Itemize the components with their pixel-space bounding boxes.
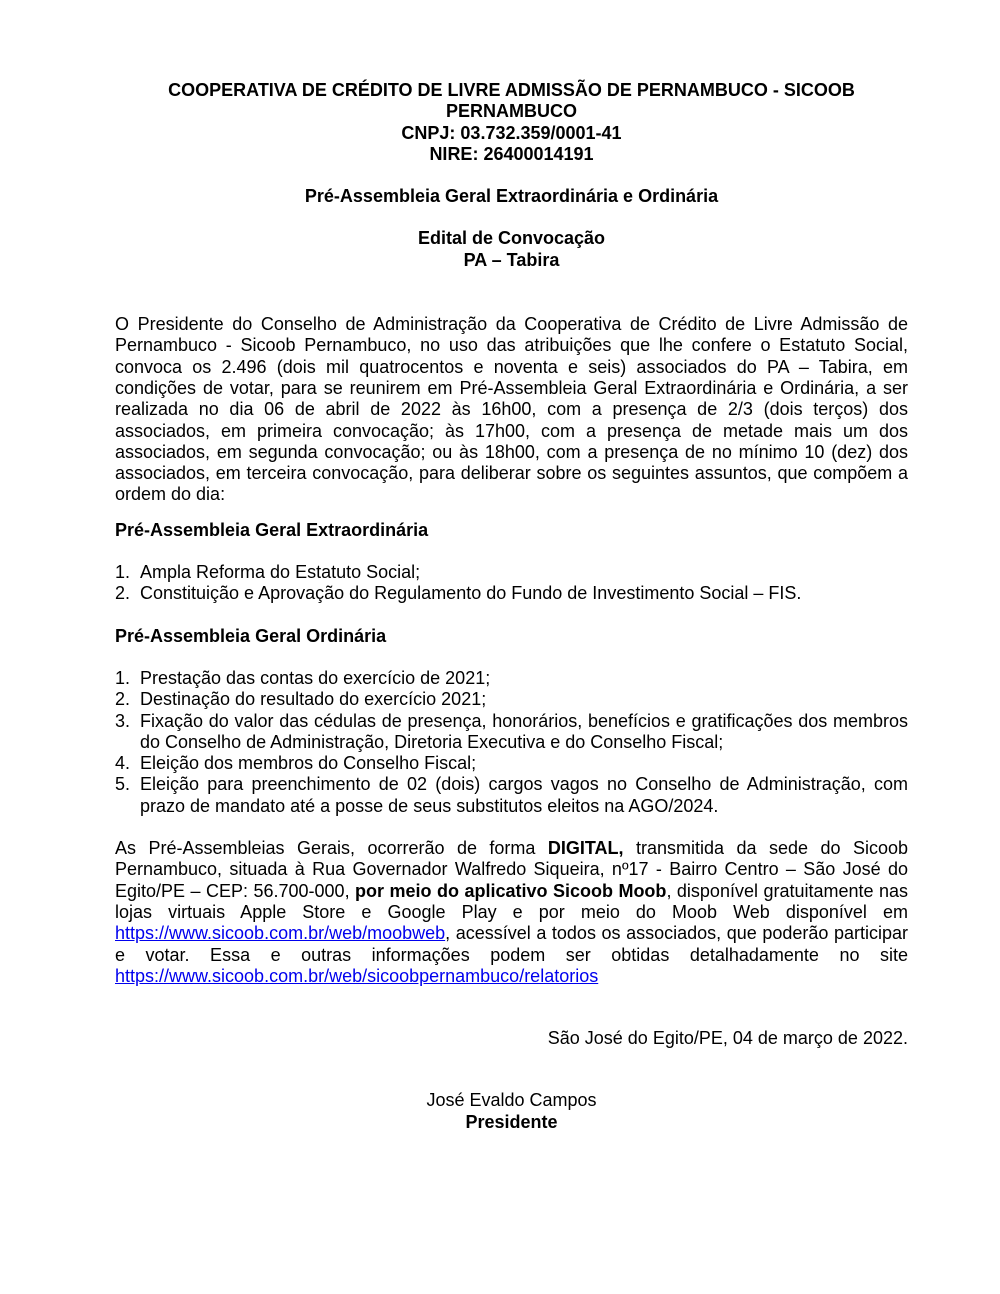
- item-text: Fixação do valor das cédulas de presença, honorários, benefícios e gratificações dos membros do Conselho de Administração, Diretoria Executiva e do Conselho Fiscal;: [140, 710, 908, 752]
- signature-block: [115, 1090, 908, 1133]
- normal-run: As Pré-Assembleias Gerais, ocorrerão de forma: [115, 838, 548, 859]
- list-item: [115, 668, 908, 689]
- agenda-ordinaria-list: [115, 668, 908, 817]
- normal-run: , disponível gratuitamente nas lojas virtuais Apple Store e Google Play e por meio do Moob Web disponível em: [115, 880, 908, 922]
- item-number: 1.: [115, 562, 131, 583]
- intro-paragraph: O Presidente do Conselho de Administração da Cooperativa de Crédito de Livre Admissão de Pernambuco - Sicoob Pernambuco, no uso das atribuições que lhe confere o Estatuto Social, convoca os 2.496 (dois mil quatrocentos e noventa e seis) associados do PA – Tabira, em condições de votar, para se reunirem em Pré-Assembleia Geral Extraordinária e Ordinária, a ser realizada no dia 06 de abril de 2022 às 16h00, com a presença de 2/3 (dois terços) dos associados, em primeira convocação; às 17h00, com a presença de metade mais um dos associados, em segunda convocação; ou às 18h00, com a presença de no mínimo 10 (dez) dos associados, em terceira convocação, para deliberar sobre os seguintes assuntos, que compõem a ordem do dia:: [115, 314, 908, 505]
- item-text: Eleição dos membros do Conselho Fiscal;: [140, 753, 477, 774]
- date-line: São José do Egito/PE, 04 de março de 2022.: [547, 1028, 908, 1049]
- item-text: Ampla Reforma do Estatuto Social;: [140, 562, 421, 583]
- normal-run: , acessível a todos os associados, que poderão participar e votar. Essa e outras informações podem ser obtidas detalhadamente no site: [115, 923, 908, 965]
- list-item: [115, 774, 908, 817]
- list-item: [115, 689, 908, 710]
- relatorios-link[interactable]: https://www.sicoob.com.br/web/sicoobpernambuco/relatorios: [115, 965, 599, 986]
- item-text: Eleição para preenchimento de 02 (dois) cargos vagos no Conselho de Administração, com prazo de mandato até a posse de seus substitutos eleitos na AGO/2024.: [140, 774, 908, 816]
- meeting-type-heading: Pré-Assembleia Geral Extraordinária e Ordinária: [304, 186, 719, 207]
- item-text: Prestação das contas do exercício de 2021;: [140, 667, 491, 688]
- item-number: 2.: [115, 689, 131, 710]
- item-number: 5.: [115, 774, 131, 795]
- edital-title: Edital de Convocação: [417, 228, 606, 249]
- org-name: COOPERATIVA DE CRÉDITO DE LIVRE ADMISSÃO DE PERNAMBUCO - SICOOB PERNAMBUCO: [168, 80, 855, 122]
- signer-role: Presidente: [465, 1111, 558, 1132]
- item-text: Destinação do resultado do exercício 2021;: [140, 689, 487, 710]
- list-item: [115, 583, 908, 604]
- bold-run: DIGITAL,: [547, 838, 624, 859]
- bold-run: por meio do aplicativo Sicoob Moob: [355, 880, 667, 901]
- item-text: Constituição e Aprovação do Regulamento do Fundo de Investimento Social – FIS.: [140, 583, 802, 604]
- cnpj-line: CNPJ: 03.732.359/0001-41: [401, 122, 622, 143]
- document-header: [115, 80, 908, 165]
- signer-name: José Evaldo Campos: [426, 1090, 597, 1111]
- item-number: 2.: [115, 583, 131, 604]
- list-item: [115, 562, 908, 583]
- normal-run: transmitida da sede do Sicoob Pernambuco, situada à Rua Governador Walfredo Siqueira, nº17 - Bairro Centro – São José do Egito/PE – CEP: 56.700-000,: [115, 838, 908, 901]
- item-number: 1.: [115, 667, 131, 688]
- item-number: 3.: [115, 710, 131, 731]
- closing-paragraph: [115, 838, 908, 987]
- agenda-extraordinaria-heading: Pré-Assembleia Geral Extraordinária: [115, 519, 429, 540]
- list-item: [115, 711, 908, 754]
- agenda-extraordinaria-list: [115, 562, 908, 605]
- doc-title-block: [115, 228, 908, 271]
- pa-location: PA – Tabira: [463, 249, 560, 270]
- item-number: 4.: [115, 753, 131, 774]
- nire-line: NIRE: 26400014191: [429, 143, 594, 164]
- agenda-ordinaria-heading: Pré-Assembleia Geral Ordinária: [115, 625, 387, 646]
- moobweb-link[interactable]: https://www.sicoob.com.br/web/moobweb: [115, 923, 446, 944]
- list-item: [115, 753, 908, 774]
